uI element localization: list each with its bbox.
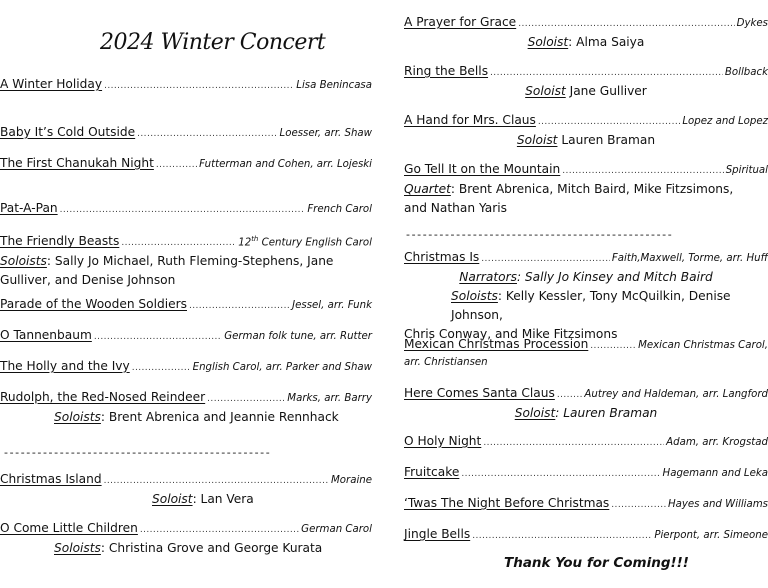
program-item [404, 432, 768, 452]
piece-credit: Mexican Christmas Carol, [638, 340, 768, 351]
piece-title: O Come Little Children [0, 521, 138, 535]
dot-leader [518, 15, 734, 33]
soloists-line: Soloist: Lauren Braman [514, 406, 658, 420]
piece-title: ‘Twas The Night Before Christmas [404, 496, 610, 510]
piece-credit: Jessel, arr. Funk [292, 300, 372, 311]
program-item [404, 335, 768, 371]
program-item [0, 388, 372, 427]
dot-leader [137, 125, 277, 143]
soloists-line: Soloist: Lan Vera [152, 492, 254, 506]
dot-leader [483, 434, 664, 452]
piece-title: O Holy Night [404, 434, 482, 448]
soloists-line: Soloists: Kelly Kessler, Tony McQuilkin, Denise Johnson, [451, 289, 731, 322]
piece-title: O Tannenbaum [0, 328, 92, 342]
piece-title: Christmas Island [0, 472, 102, 486]
program-item [0, 326, 372, 346]
closing-message: Thank You for Coming!!! [504, 555, 689, 571]
dot-leader [562, 162, 723, 180]
piece-credit: Bollback [724, 67, 768, 78]
piece-title: A Prayer for Grace [404, 15, 517, 29]
narrators-line: Narrators: Sally Jo Kinsey and Mitch Baird [459, 270, 713, 284]
quartet-line: Quartet: Brent Abrenica, Mitch Baird, Mike Fitzsimons, [404, 182, 734, 196]
piece-title: Jingle Bells [404, 527, 471, 541]
dot-leader [104, 77, 294, 95]
program-item [0, 357, 372, 377]
soloists-line: Soloist: Alma Saiya [527, 35, 645, 49]
dot-leader [140, 521, 299, 539]
program-item [404, 13, 768, 52]
program-item [0, 470, 372, 509]
program-item [0, 154, 372, 174]
dot-leader [557, 386, 583, 404]
soloists-line: Soloists: Brent Abrenica and Jeannie Rennhack [54, 410, 339, 424]
piece-credit: Faith,Maxwell, Torme, arr. Huff [611, 253, 768, 264]
page-title: 2024 Winter Concert [100, 30, 326, 55]
piece-credit: Lisa Benincasa [296, 80, 372, 91]
program-item [404, 62, 768, 101]
piece-title: Pat-A-Pan [0, 201, 58, 215]
dot-leader [207, 390, 285, 408]
soloists-line: Soloist Lauren Braman [516, 133, 656, 147]
dot-leader [461, 465, 660, 483]
soloists-line: Gulliver, and Denise Johnson [0, 273, 176, 288]
dot-leader [104, 472, 329, 490]
program-item [404, 248, 768, 344]
piece-credit: Loesser, arr. Shaw [279, 128, 372, 139]
dot-leader [472, 527, 652, 545]
dot-leader [121, 234, 236, 252]
piece-credit-continued: arr. Christiansen [404, 357, 488, 368]
program-item [0, 230, 372, 290]
piece-credit: German Carol [301, 524, 372, 535]
piece-title: A Hand for Mrs. Claus [404, 113, 536, 127]
piece-title: The Holly and the Ivy [0, 359, 130, 373]
piece-credit: Dykes [736, 18, 768, 29]
piece-title: Fruitcake [404, 465, 460, 479]
piece-title: Rudolph, the Red-Nosed Reindeer [0, 390, 206, 404]
program-item [0, 123, 372, 143]
soloists-line: Soloist Jane Gulliver [525, 84, 647, 98]
piece-credit: German folk tune, arr. Rutter [224, 331, 372, 342]
section-divider: ------------------------------------------------ [4, 446, 272, 459]
quartet-line: and Nathan Yaris [404, 201, 507, 215]
program-item [404, 160, 768, 218]
piece-title: Go Tell It on the Mountain [404, 162, 561, 176]
piece-title: Christmas Is [404, 250, 480, 264]
piece-credit: Futterman and Cohen, arr. Lojeski [199, 159, 372, 170]
piece-title: Ring the Bells [404, 64, 489, 78]
piece-title: Baby It’s Cold Outside [0, 125, 136, 139]
dot-leader [189, 297, 290, 315]
piece-credit: Moraine [330, 475, 372, 486]
piece-credit: English Carol, arr. Parker and Shaw [192, 362, 372, 373]
dot-leader [132, 359, 191, 377]
piece-credit: Lopez and Lopez [682, 116, 768, 127]
piece-credit: Spiritual [725, 165, 768, 176]
soloists-line: Chris Conway, and Mike Fitzsimons [404, 327, 618, 341]
piece-credit: Marks, arr. Barry [287, 393, 372, 404]
dot-leader [60, 201, 306, 219]
dot-leader [590, 337, 636, 355]
program-item [0, 199, 372, 219]
piece-title: The Friendly Beasts [0, 234, 120, 249]
soloists-line: Soloists: Sally Jo Michael, Ruth Fleming-Stephens, Jane [0, 254, 334, 269]
program-item [404, 463, 768, 483]
dot-leader [156, 156, 197, 174]
dot-leader [538, 113, 681, 131]
soloists-line: Soloists: Christina Grove and George Kurata [54, 541, 323, 555]
piece-title: Parade of the Wooden Soldiers [0, 297, 187, 311]
dot-leader [490, 64, 723, 82]
piece-title: The First Chanukah Night [0, 156, 154, 170]
piece-credit: 12th Century English Carol [238, 235, 372, 249]
piece-title: A Winter Holiday [0, 77, 103, 91]
piece-credit: French Carol [307, 204, 372, 215]
piece-title: Mexican Christmas Procession [404, 337, 589, 351]
dot-leader [481, 250, 610, 268]
piece-credit: Hayes and Williams [667, 499, 768, 510]
piece-credit: Pierpont, arr. Simeone [654, 530, 768, 541]
dot-leader [94, 328, 222, 346]
program-item [0, 295, 372, 315]
piece-title: Here Comes Santa Claus [404, 386, 555, 400]
program-item [0, 519, 372, 558]
program-item [0, 75, 372, 95]
program-item [404, 111, 768, 150]
piece-credit: Autrey and Haldeman, arr. Langford [584, 389, 768, 400]
program-item [404, 384, 768, 423]
dot-leader [611, 496, 666, 514]
program-item [404, 525, 768, 545]
piece-credit: Hagemann and Leka [662, 468, 768, 479]
program-item [404, 494, 768, 514]
piece-credit: Adam, arr. Krogstad [666, 437, 768, 448]
section-divider: ------------------------------------------------ [406, 228, 674, 241]
